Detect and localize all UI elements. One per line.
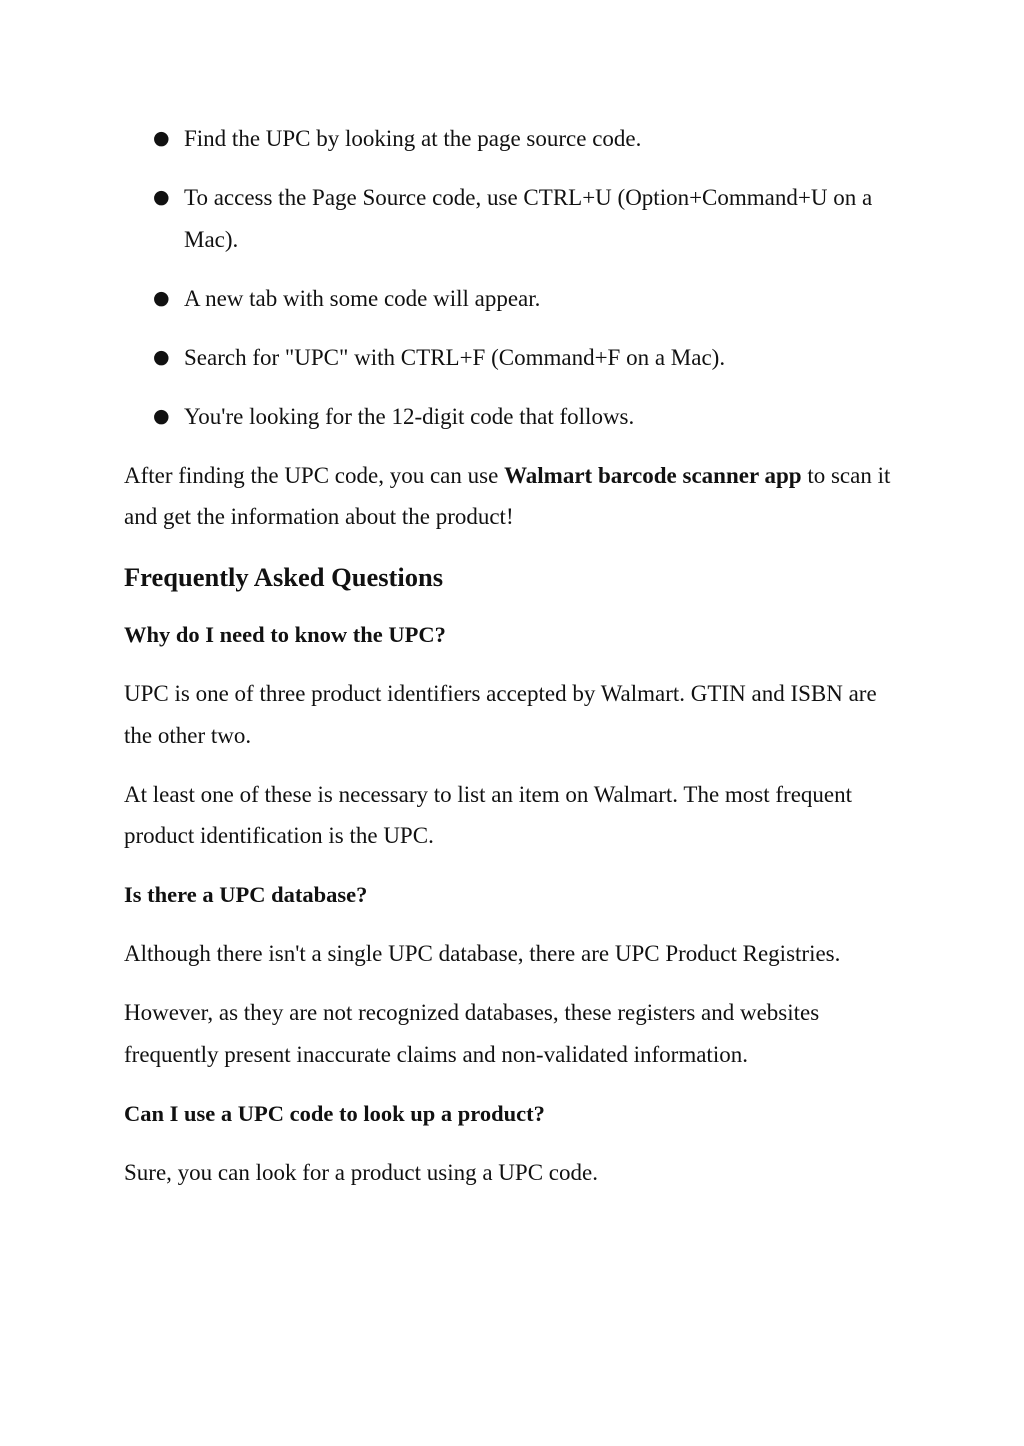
list-item-text: To access the Page Source code, use CTRL+U (Option+Command+U on a Mac). xyxy=(184,185,873,252)
after-finding-text-start: After finding the UPC code, you can use xyxy=(124,462,505,488)
list-item-text: Find the UPC by looking at the page source code. xyxy=(184,126,642,151)
list-item-text: Search for "UPC" with CTRL+F (Command+F on a Mac). xyxy=(184,344,726,370)
list-item xyxy=(122,396,894,438)
faq-question-why-upc: Why do I need to know the UPC? xyxy=(124,622,446,647)
list-item-text: A new tab with some code will appear. xyxy=(184,285,541,311)
list-item xyxy=(122,337,894,379)
faq-question-upc-database: Is there a UPC database? xyxy=(124,882,368,907)
faq-answer-paragraph: UPC is one of three product identifiers accepted by Walmart. GTIN and ISBN are the other two. xyxy=(124,681,877,748)
list-item xyxy=(122,177,894,260)
bullet-icon: ● xyxy=(153,404,170,427)
list-item-text: You're looking for the 12-digit code that follows. xyxy=(184,403,635,429)
faq-heading: Frequently Asked Questions xyxy=(124,562,444,592)
bullet-icon: ● xyxy=(153,186,170,208)
steps-bullet-list xyxy=(124,118,894,437)
bullet-icon: ● xyxy=(153,345,170,368)
after-finding-text-end: to scan it and get the information about the product! xyxy=(124,462,891,529)
scanner-app-emphasis: Walmart barcode scanner app xyxy=(504,462,802,488)
faq-answer-paragraph: At least one of these is necessary to list an item on Walmart. The most frequent product identification is the UPC. xyxy=(124,781,853,848)
faq-answer-paragraph: Although there isn't a single UPC database, there are UPC Product Registries. xyxy=(124,941,841,966)
bullet-icon: ● xyxy=(153,127,170,149)
list-item xyxy=(122,118,894,160)
list-item xyxy=(122,278,894,320)
document-page xyxy=(124,118,894,1211)
faq-question-lookup-product: Can I use a UPC code to look up a product? xyxy=(124,1100,545,1126)
after-finding-paragraph xyxy=(124,455,894,538)
faq-answer-paragraph: Sure, you can look for a product using a UPC code. xyxy=(124,1159,598,1185)
bullet-icon: ● xyxy=(153,286,170,309)
faq-answer-paragraph: However, as they are not recognized databases, these registers and websites frequently present inaccurate claims and non-validated information. xyxy=(124,1000,820,1067)
